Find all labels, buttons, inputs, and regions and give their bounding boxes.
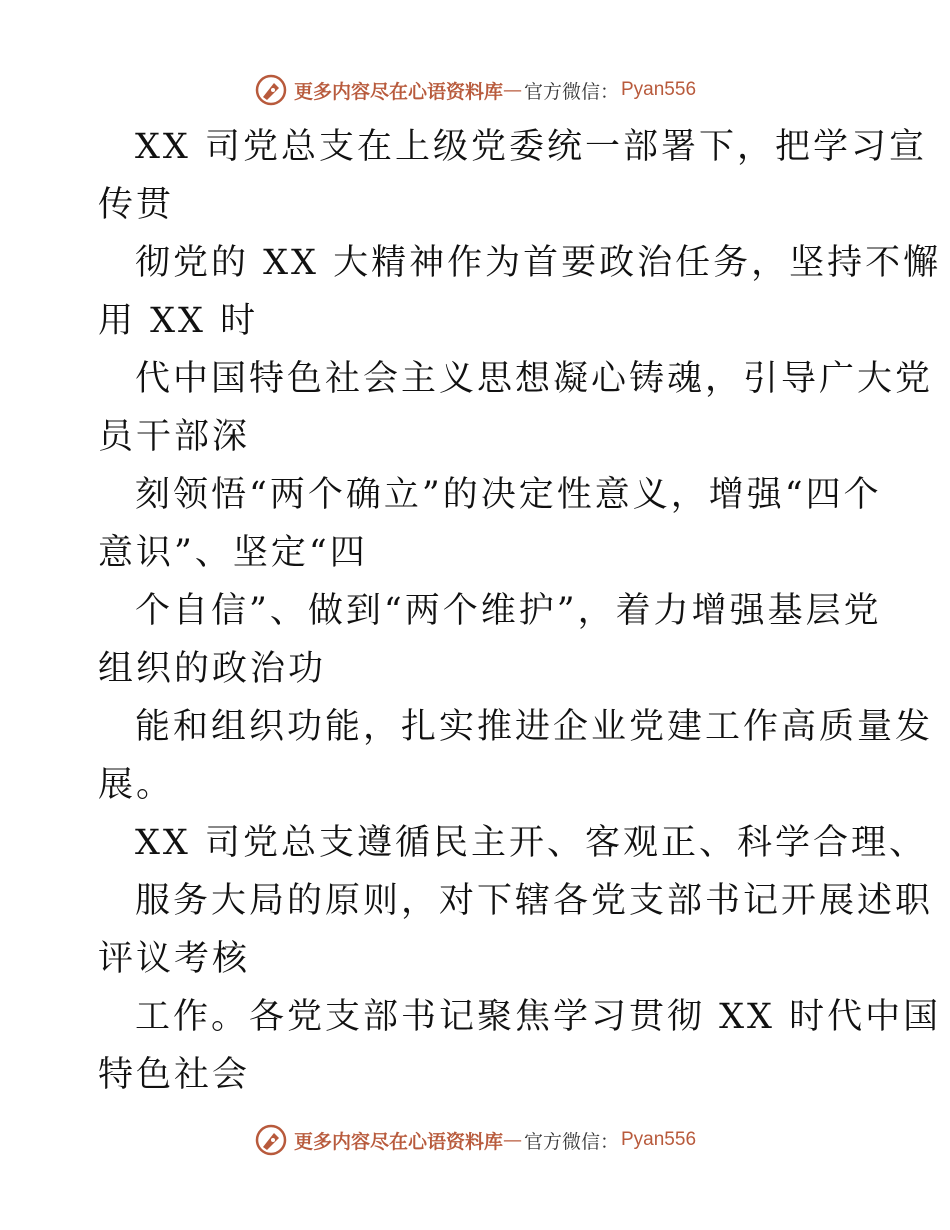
- watermark-separator: —: [502, 1129, 522, 1151]
- paragraph: [98, 582, 882, 698]
- paragraph: [98, 988, 942, 1104]
- paragraph: [98, 466, 882, 582]
- text-line: 个自信”、做到“两个维护”，着力增强基层党: [135, 591, 882, 631]
- paragraph: [98, 872, 934, 988]
- text-line: 代中国特色社会主义思想凝心铸魂，引导广大党: [135, 359, 934, 399]
- text-line: 特色社会: [98, 1055, 251, 1095]
- text-line: XX 司党总支遵循民主开、客观正、科学合理、: [135, 823, 927, 863]
- watermark-main-text: 更多内容尽在心语资料库: [293, 1130, 503, 1153]
- paragraph: [98, 350, 934, 466]
- text-line: 用 XX 时: [98, 301, 259, 341]
- text-line: 员干部深: [98, 417, 251, 457]
- text-line: 展。: [98, 765, 175, 805]
- paragraph: [98, 234, 942, 350]
- header-watermark: [0, 70, 950, 110]
- text-line: 工作。各党支部书记聚焦学习贯彻 XX 时代中国: [135, 997, 942, 1037]
- document-body: [98, 118, 942, 1104]
- watermark-wechat-id: Pyan556: [621, 79, 697, 100]
- text-line: 评议考核: [98, 939, 251, 979]
- text-line: 组织的政治功: [98, 649, 327, 689]
- watermark-official-label: 官方微信：: [523, 1130, 619, 1153]
- footer-watermark: [0, 1120, 950, 1160]
- paragraph: [98, 118, 927, 234]
- watermark-main-text: 更多内容尽在心语资料库: [293, 80, 503, 103]
- watermark-official-label: 官方微信：: [523, 80, 619, 103]
- text-line: 意识”、坚定“四: [98, 533, 368, 573]
- watermark-wechat-id: Pyan556: [621, 1129, 697, 1150]
- text-line: XX 司党总支在上级党委统一部署下，把学习宣: [135, 127, 927, 167]
- paragraph: [98, 814, 927, 872]
- text-line: 传贯: [98, 185, 175, 225]
- paragraph: [98, 698, 934, 814]
- watermark-separator: —: [502, 79, 522, 101]
- text-line: 服务大局的原则，对下辖各党支部书记开展述职: [135, 881, 934, 921]
- pen-nib-logo-icon: [254, 1123, 288, 1157]
- pen-nib-logo-icon: [254, 73, 288, 107]
- text-line: 彻党的 XX 大精神作为首要政治任务，坚持不懈: [135, 243, 942, 283]
- text-line: 刻领悟“两个确立”的决定性意义，增强“四个: [135, 475, 882, 515]
- text-line: 能和组织功能，扎实推进企业党建工作高质量发: [135, 707, 934, 747]
